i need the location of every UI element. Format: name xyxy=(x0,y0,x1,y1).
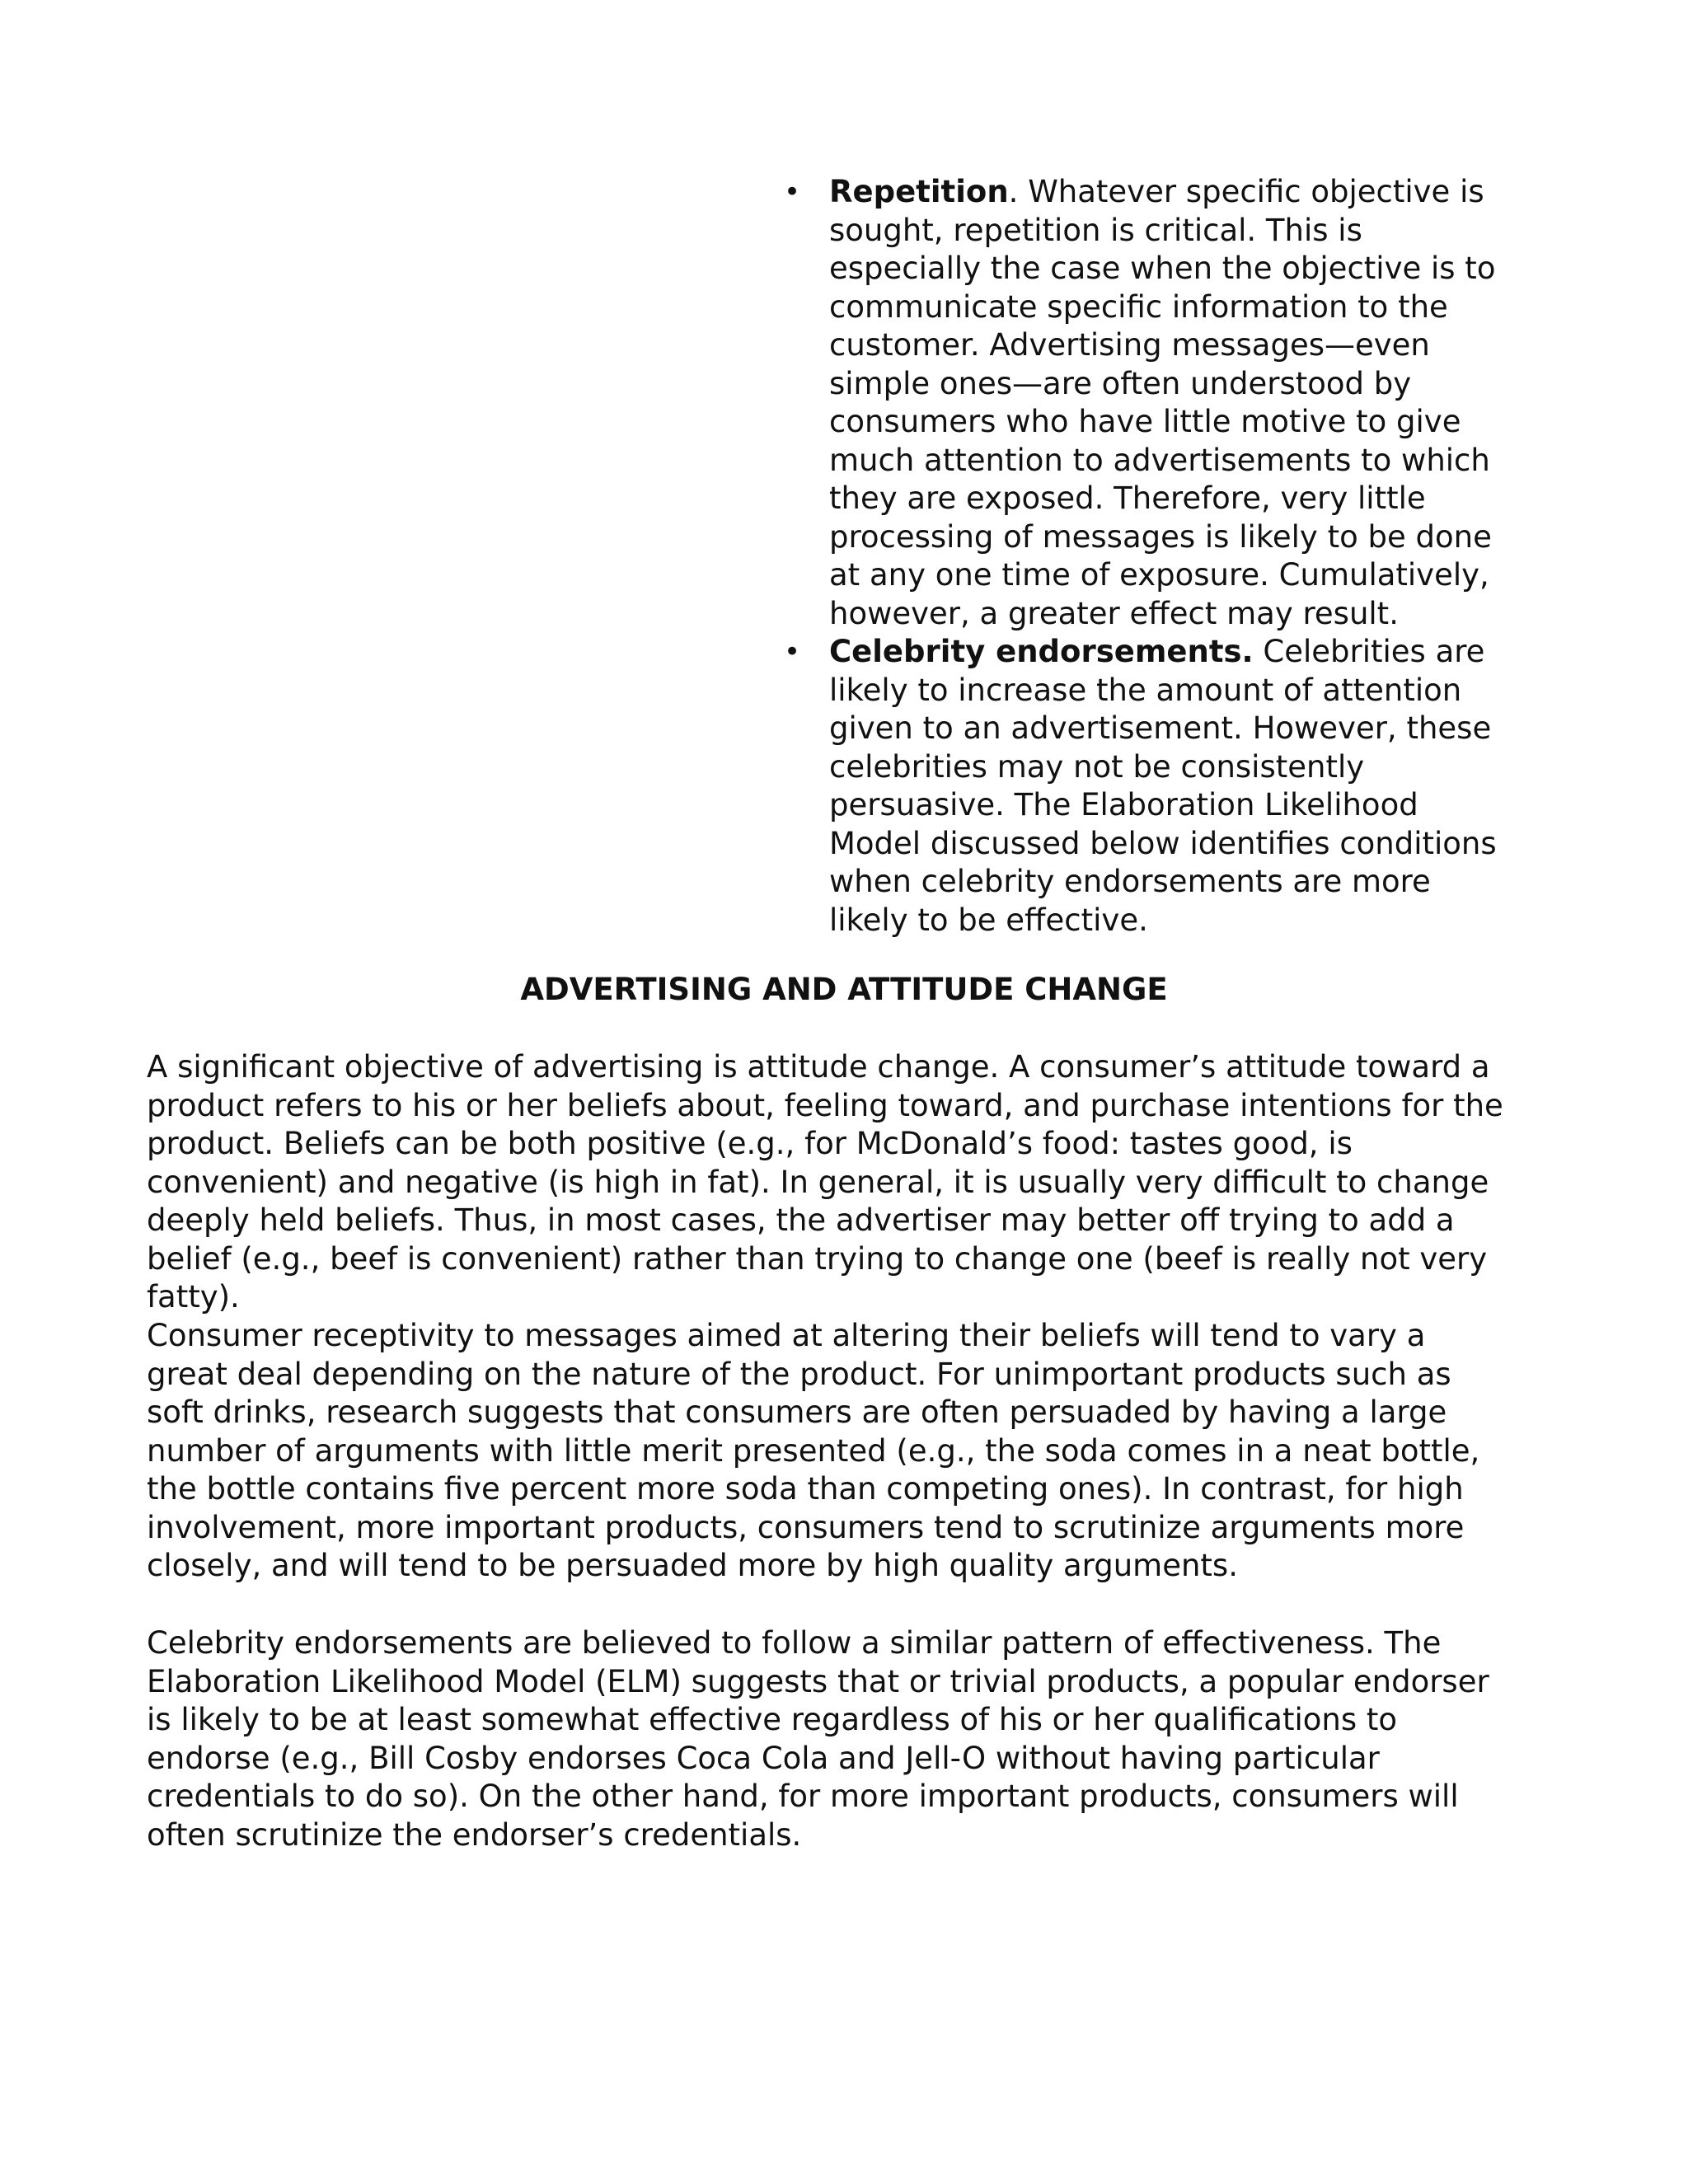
bullet-text-repetition: . Whatever specific objective is sought, repetition is critical. This is especially the case when the objective is to communicate specific information to the customer. Advertising messages—even simple ones—are often understood by consumers who have little motive to give much attention to advertisements to which they are exposed. Therefore, very little processing of messages is likely to be done at any one time of exposure. Cumulatively, however, a greater effect may result. xyxy=(829,174,1496,631)
paragraph-consumer-receptivity: Consumer receptivity to messages aimed at altering their beliefs will tend to vary a great deal depending on the nature of the product. For unimportant products such as soft drinks, research suggests that consumers are often persuaded by having a large number of arguments with little merit presented (e.g., the soda comes in a neat bottle, the bottle contains five percent more soda than competing ones). In contrast, for high involvement, more important products, consumers tend to scrutinize arguments more closely, and will tend to be persuaded more by high quality arguments. xyxy=(147,1318,1480,1583)
bullet-item-celebrity-endorsements xyxy=(784,633,1513,940)
bullet-marker: • xyxy=(784,635,801,668)
bullet-list xyxy=(784,173,1513,940)
section-heading: ADVERTISING AND ATTITUDE CHANGE xyxy=(520,972,1168,1007)
bullet-text-celebrity-endorsements: Celebrities are likely to increase the amount of attention given to an advertisement. However, these celebrities may not be consistently persuasive. The Elaboration Likelihood Model discussed below identifies conditions when celebrity endorsements are more likely to be effective. xyxy=(829,634,1497,938)
paragraph-celebrity-endorsements: Celebrity endorsements are believed to follow a similar pattern of effectiveness. The Elaboration Likelihood Model (ELM) suggests that or trivial products, a popular endorser is likely to be at least somewhat effective regardless of his or her qualifications to endorse (e.g., Bill Cosby endorses Coca Cola and Jell-O without having particular credentials to do so). On the other hand, for more important products, consumers will often scrutinize the endorser’s credentials. xyxy=(147,1625,1489,1853)
paragraph-attitude-change: A significant objective of advertising is attitude change. A consumer’s attitude toward a product refers to his or her beliefs about, feeling toward, and purchase intentions for the product. Beliefs can be both positive (e.g., for McDonald’s food: tastes good, is convenient) and negative (is high in fat). In general, it is usually very difficult to change deeply held beliefs. Thus, in most cases, the advertiser may better off trying to add a belief (e.g., beef is convenient) rather than trying to change one (beef is really not very fatty). xyxy=(147,1049,1503,1315)
bullet-title-celebrity-endorsements: Celebrity endorsements. xyxy=(829,634,1254,669)
bullet-title-repetition: Repetition xyxy=(829,174,1009,209)
bullet-marker: • xyxy=(784,176,801,209)
bullet-item-repetition xyxy=(784,173,1513,633)
